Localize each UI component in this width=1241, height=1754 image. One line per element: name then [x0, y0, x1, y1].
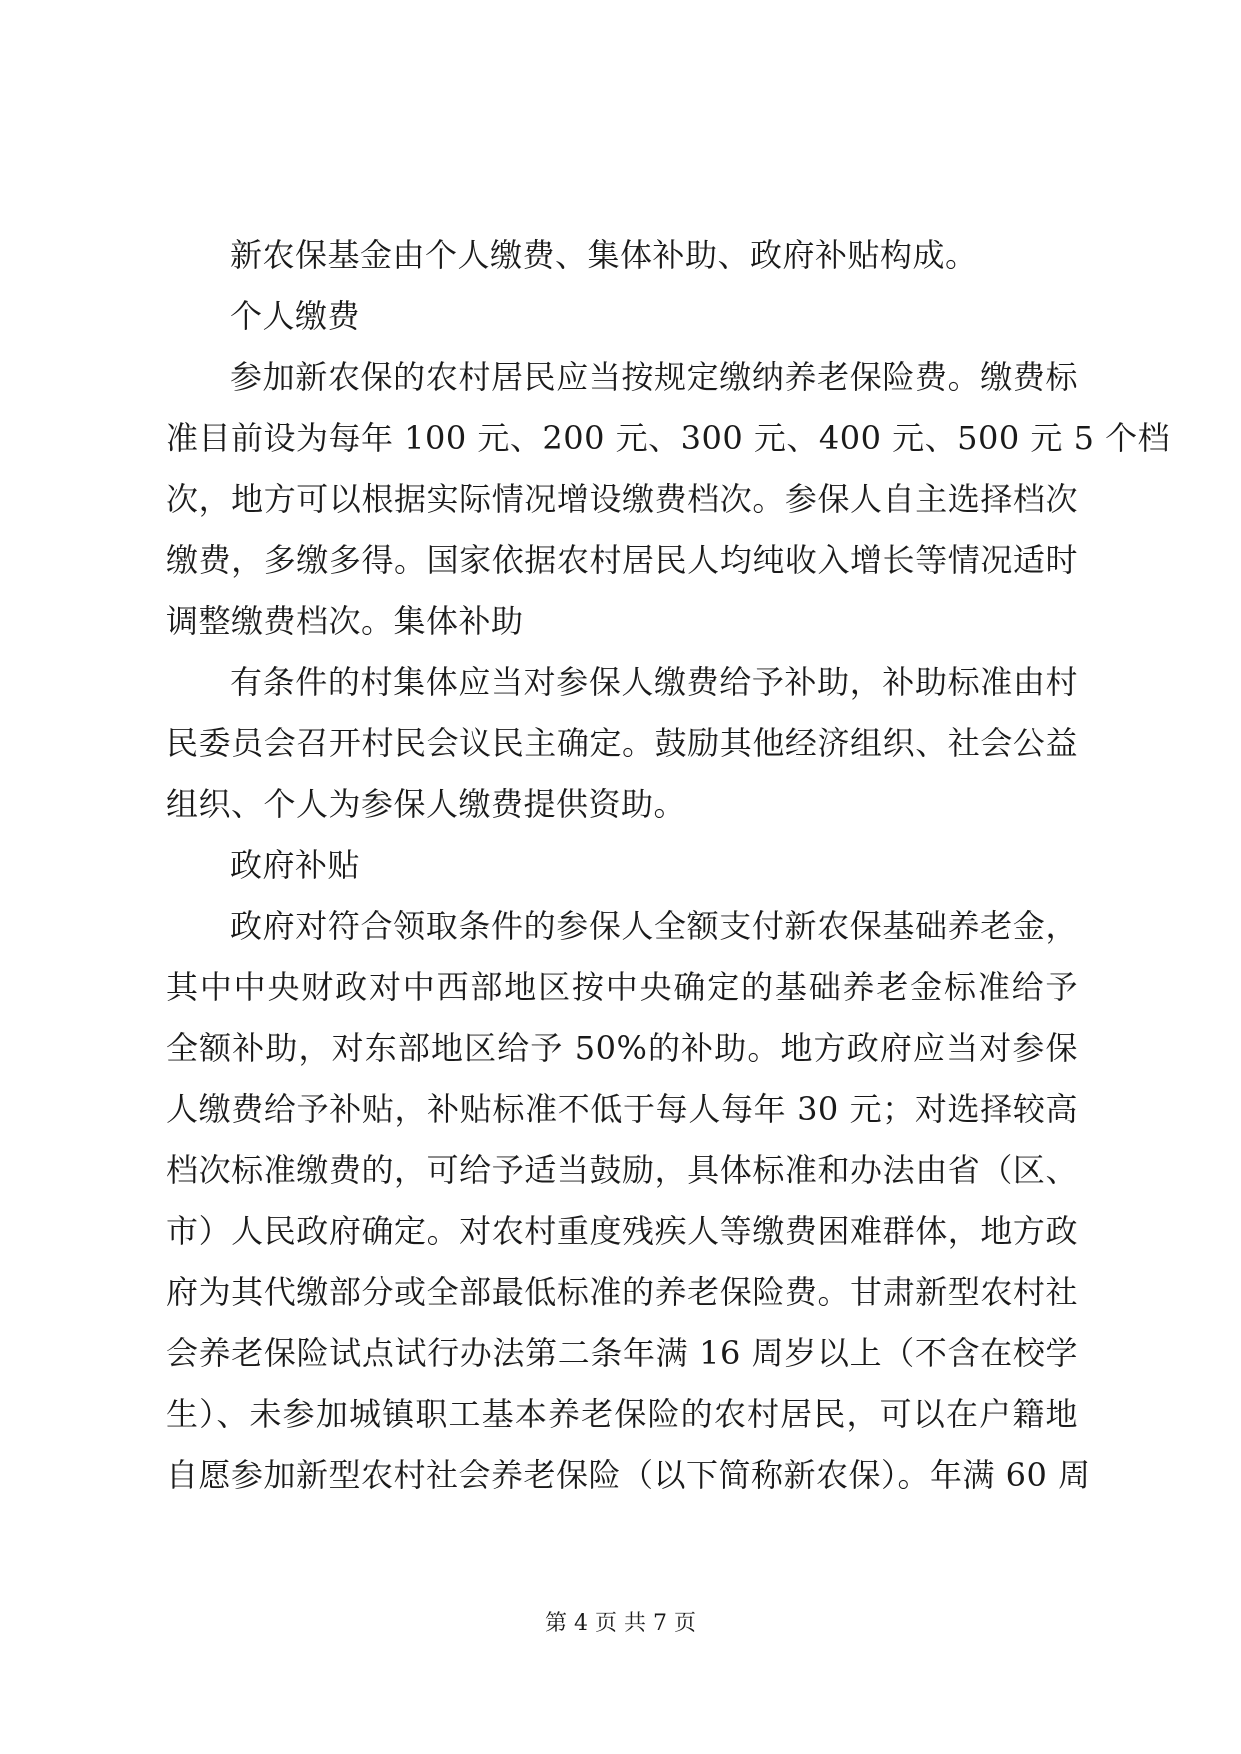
section-heading-government-subsidy: 政府补贴 [230, 846, 361, 884]
paragraph-line: 其中中央财政对中西部地区按中央确定的基础养老金标准给予 [166, 968, 1078, 1006]
paragraph-line: 市）人民政府确定。对农村重度残疾人等缴费困难群体，地方政 [166, 1212, 1078, 1250]
paragraph-line: 次，地方可以根据实际情况增设缴费档次。参保人自主选择档次 [166, 480, 1078, 518]
page-number-footer: 第 4 页 共 7 页 [545, 1611, 696, 1636]
paragraph-line: 新农保基金由个人缴费、集体补助、政府补贴构成。 [230, 236, 978, 274]
paragraph-line: 府为其代缴部分或全部最低标准的养老保险费。甘肃新型农村社 [166, 1273, 1078, 1311]
paragraph-line: 人缴费给予补贴，补贴标准不低于每人每年 30 元；对选择较高 [166, 1090, 1078, 1128]
paragraph-line: 档次标准缴费的，可给予适当鼓励，具体标准和办法由省（区、 [166, 1151, 1078, 1189]
paragraph-line: 调整缴费档次。集体补助 [166, 602, 524, 640]
paragraph-line: 全额补助，对东部地区给予 50%的补助。地方政府应当对参保 [166, 1029, 1078, 1067]
paragraph-line: 政府对符合领取条件的参保人全额支付新农保基础养老金， [230, 907, 1078, 945]
paragraph-line: 准目前设为每年 100 元、200 元、300 元、400 元、500 元 5 个档 [166, 419, 1171, 457]
paragraph-line: 民委员会召开村民会议民主确定。鼓励其他经济组织、社会公益 [166, 724, 1078, 762]
paragraph-line: 有条件的村集体应当对参保人缴费给予补助，补助标准由村 [230, 663, 1078, 701]
paragraph-line: 自愿参加新型农村社会养老保险（以下简称新农保）。年满 60 周 [166, 1456, 1091, 1494]
document-body [166, 225, 1171, 1506]
paragraph-line: 会养老保险试点试行办法第二条年满 16 周岁以上（不含在校学 [166, 1334, 1078, 1372]
paragraph-line: 生）、未参加城镇职工基本养老保险的农村居民，可以在户籍地 [166, 1395, 1078, 1433]
paragraph-line: 缴费，多缴多得。国家依据农村居民人均纯收入增长等情况适时 [166, 541, 1078, 579]
paragraph-line: 组织、个人为参保人缴费提供资助。 [166, 785, 687, 823]
section-heading-personal-contribution: 个人缴费 [230, 297, 361, 335]
paragraph-line: 参加新农保的农村居民应当按规定缴纳养老保险费。缴费标 [230, 358, 1078, 396]
